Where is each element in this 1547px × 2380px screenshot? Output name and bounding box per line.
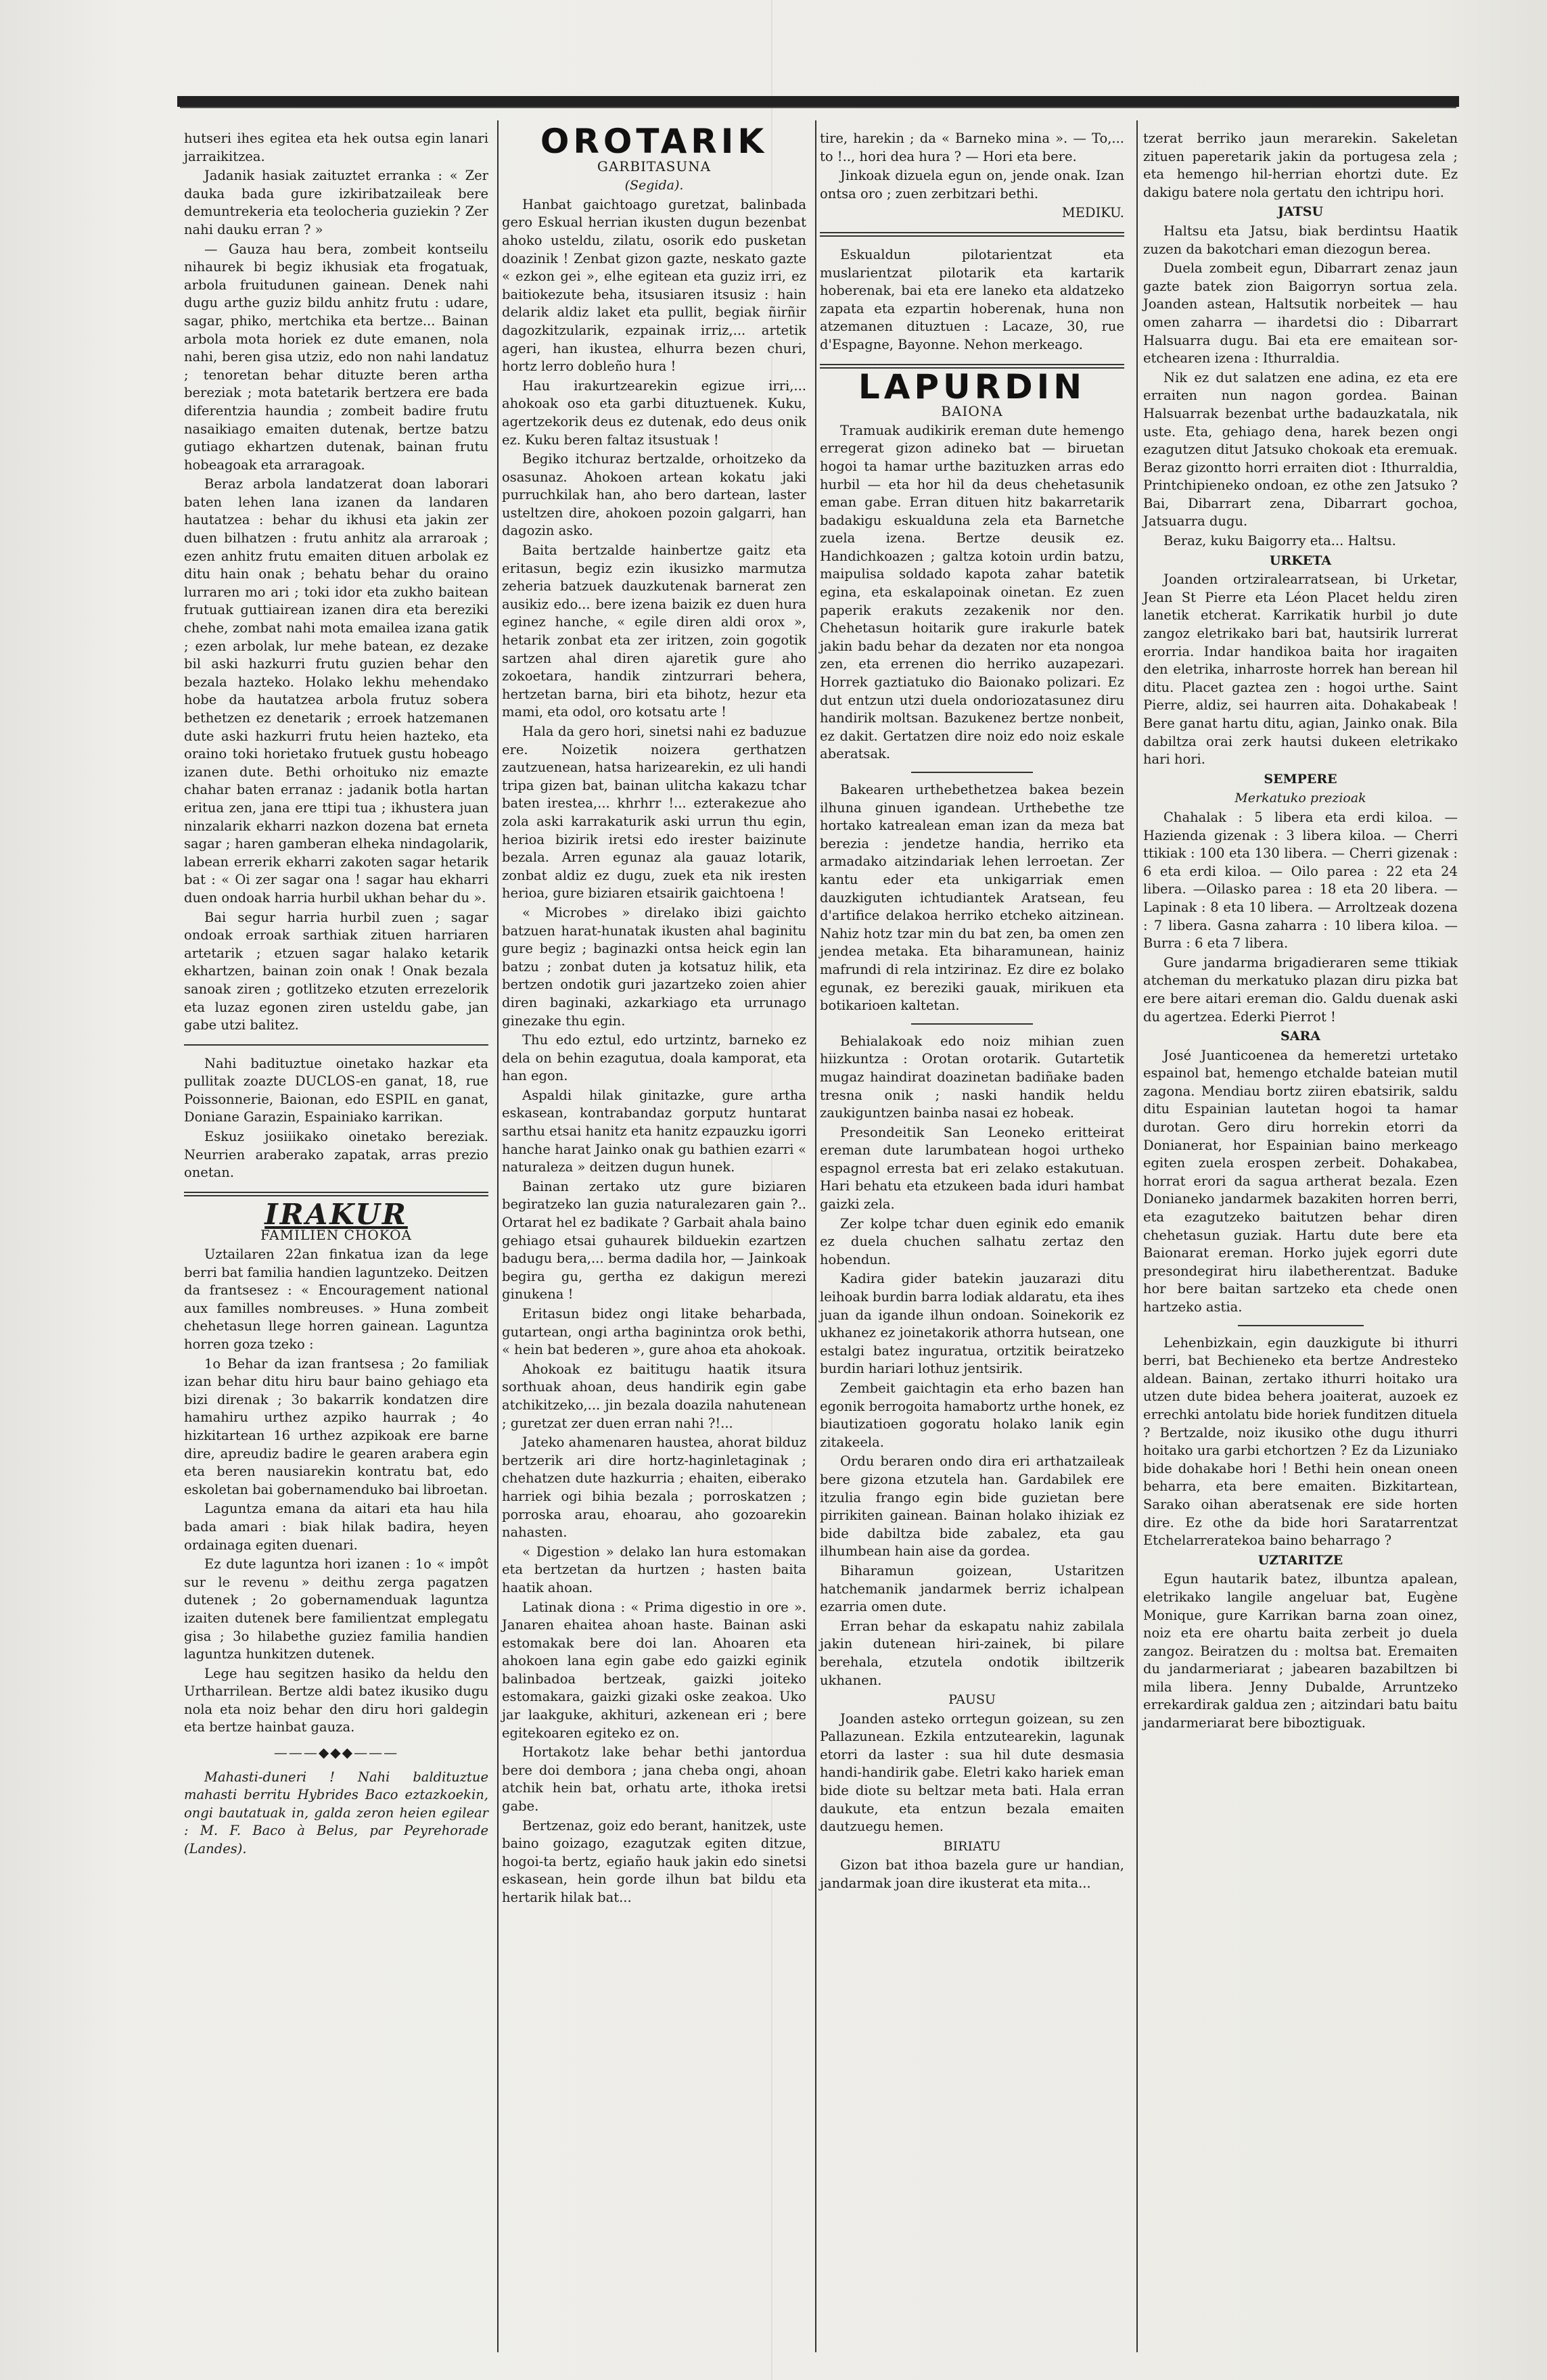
article-paragraph: Gure jandarma brigadieraren seme ttikiak atcheman du merkatuko plazan diru pizka bat ere bere aitari ereman dio. Galdu duenak aski du agertzea. Ederki Pierrot !	[1143, 954, 1458, 1025]
article-paragraph: Ez dute laguntza hori izanen : 1o « impôt sur le revenu » deithu zerga pagatzen dutenek ; 2o gobernamenduak laguntza izaiten dutenek bere familientzat emplegatu gisa ; 3o hilabethe guziez familia handien laguntza hunkitzen dutenek.	[184, 1556, 488, 1662]
place-heading: UZTARITZE	[1257, 1552, 1343, 1568]
article-paragraph: Jateko ahamenaren haustea, ahorat bilduz bertzerik ari dire hortz-haginletaginak ; chehatzen dute hazkurria ; ehaiten, eiberako harriek ogi bihia bezala ; porroskatzen ; porroska arau, ehoarau, aho gozoarekin nahasten.	[502, 1434, 806, 1541]
article-paragraph: Hanbat gaichtoago guretzat, balinbada gero Eskual herrian ikusten dugun bezenbat ahoko usteldu, zilatu, osorik edo pusketan doazinik ! Zenbat gizon gazte, neskato gazte « ezkon gei », elhe egitean eta guziz irri, ez baitiokezute beha, itsusiaren itsusiz : hain delarik aldiz laket eta pullit, begiak ñirñir dagozkitzularik, ezpainak irriz,... artetik ageri, han ikustea, elhurra bezen churi, hortz lerro dobleño hura !	[502, 196, 806, 375]
ornament-divider: ———◆◆◆———	[273, 1744, 399, 1761]
article-paragraph: Joanden ortziralearratsean, bi Urketar, Jean St Pierre eta Léon Placet heldu ziren lanetik etcherat. Karrikatik hurbil jo dute zangoz eletrikako bari bat, hautsirik lurrerat erorria. Indar handikoa baita hor iragaiten den eletrika, inharroste horrek han berean hil ditu. Placet gaztea zen : hogoi urthe. Saint Pierre, aldiz, sei haurren aita. Dohakabeak ! Bere ganat hartu ditu, agian, Jainko onak. Bila dabiltza orai zerk hautsi dukeen eletrikako hari hori.	[1143, 571, 1458, 768]
column-2	[502, 122, 806, 1909]
article-paragraph: Bertzenaz, goiz edo berant, hanitzek, uste baino goizago, ezagutzak egiten ditzue, hogoi-ta bertz, egiaño hauk jakin edo sinetsi eskasean, hein gorde ilhun bat bildu eta hertarik hilak bat...	[502, 1817, 806, 1905]
article-paragraph: Zer kolpe tchar duen eginik edo emanik ez duela chuchen salhatu zertaz den hobendun.	[820, 1215, 1124, 1267]
place-heading: SEMPERE	[1264, 771, 1337, 787]
place-heading: SARA	[1280, 1029, 1320, 1044]
article-paragraph: Lehenbizkain, egin dauzkigute bi ithurri berri, bat Bechieneko eta bertze Andresteko aldean. Bainan, zertako ithurri hoitako ura utzen dute bidea behera joaiterat, auzoek ez errechki antolatu bide horiek funditzen dituela ? Bertzalde, noiz ikusiko othe dugu ithurri hoitako ura garbi etchortzen ? Ez da Lizuniako bide dohakabe hori ! Bethi hein onean oneen beharra, eta bere emaiten. Bizkitartean, Sarako oihan aberatsenak ere side horten dire. Ez othe da bide hori Saratarrentzat Etchelarreratekoa baino beharrago ?	[1143, 1334, 1458, 1549]
place-heading: BAIONA	[941, 403, 1003, 420]
column-3	[820, 130, 1124, 1894]
article-paragraph: Zembeit gaichtagin eta erho bazen han egonik berrogoita hamabortz urthe honek, ez biautizatioen gogoratu holako lanik egin zitakeela.	[820, 1380, 1124, 1450]
article-paragraph: Nik ez dut salatzen ene adina, ez eta ere erraiten nun nagon gordea. Bainan Halsuarrak bezenbat urthe badauzkatala, nik uste. Eta, gehiago dena, harek bezen ongi ezagutzen ditut Jatsuko chokoak eta eremuak. Beraz gizontto horri erraiten diot : Ithurraldia, Printchipieneko ondoan, ez othe zen Jatsuko ? Bai, Dibarrart zena, Dibarrart gochoa, Jatsuarra dugu.	[1143, 369, 1458, 530]
advert-paragraph: Eskuz josiiikako oinetako bereziak. Neurrien araberako zapatak, arras prezio onetan.	[184, 1129, 488, 1181]
section-subtitle: FAMILIEN CHOKOA	[260, 1227, 412, 1244]
column-rule	[1136, 120, 1138, 2352]
advert-paragraph: Mahasti-duneri ! Nahi baldituztue mahasti berritu Hybrides Baco eztazkoekin, ongi bautatuak in, galda zeron heien egilear : M. F. Baco à Belus, par Peyrehorade (Landes).	[184, 1769, 488, 1857]
article-paragraph: Egun hautarik batez, ilbuntza apalean, eletrikako langile angeluar bat, Eugène Monique, gure Karrikan barna zoan oinez, noiz eta ere ohartu baita zerbeit jo duela zangoz. Beiratzen du : moltsa bat. Eremaiten du jandarmeriarat ; jabearen bazabiltzen bi mila libera. Jenny Dubalde, Arruntzeko errekardirak galdua zen ; aitzindari batu baitu jandarmeriarat bere biboztiguak.	[1143, 1571, 1458, 1731]
article-paragraph: Haltsu eta Jatsu, biak berdintsu Haatik zuzen da bakotchari eman diezogun berea.	[1143, 223, 1458, 257]
article-paragraph: Hala da gero hori, sinetsi nahi ez baduzue ere. Noizetik noizera gerthatzen zautzuenean, hatsa harizearekin, ez uli handi tripa gizen bat, bainan ulitcha kakazu tchar baten irestea,... khrhrr !... ezterakezue aho zola aski karrakaturik aski urrun thu egin, herioa bizirik iretsi edo irester baizinute bezala. Arren egunaz ala gauaz lotarik, zonbat aldiz ez dugu, zuek eta nik iresten herioa, gure biziaren etsairik gaichtoena !	[502, 724, 806, 902]
article-title: GARBITASUNA	[597, 158, 712, 174]
place-heading: JATSU	[1277, 204, 1324, 220]
place-heading: PAUSU	[948, 1692, 996, 1708]
article-paragraph: Laguntza emana da aitari eta hau hila bada amari : biak hilak badira, heyen ordainaga egiten duenari.	[184, 1501, 488, 1553]
article-signature: MEDIKU.	[1061, 205, 1124, 221]
article-paragraph: Uztailaren 22an finkatua izan da lege berri bat familia handien laguntzeko. Deitzen da frantsesez : « Encouragement national aux familles nombreuses. » Huna zombeit chehetasun llege horren gainean. Laguntza horren goza tzeko :	[184, 1246, 488, 1352]
article-paragraph: tzerat berriko jaun merarekin. Sakeletan zituen paperetarik jakin da portugesa zela ; eta hemengo hil-herrian ehortzi dute. Ez dakigu batere nola gertatu den ichtripu hori.	[1143, 131, 1458, 200]
price-list-title: Merkatuko prezioak	[1234, 791, 1366, 806]
article-paragraph: Behialakoak edo noiz mihian zuen hiizkuntza : Orotan orotarik. Gutartetik mugaz haindirat doazinetan badiñake baden tresna onik ; naski handik heldu zaukiguntzen bainba nasai ez hobeak.	[820, 1033, 1124, 1121]
divider	[184, 1044, 488, 1046]
article-paragraph: tire, harekin ; da « Barneko mina ». — To,... to !.., hori dea hura ? — Hori eta bere.	[820, 131, 1124, 164]
article-paragraph: Duela zombeit egun, Dibarrart zenaz jaun gazte batek zion Baigorryn sortua zela. Joanden astean, Haltsutik norbeitek — hau omen zaharra — ihardetsi dio : Dibarrart Halsuarra dugu. Bai eta ere emaitean sor-etchearen izena : Ithurraldia.	[1143, 260, 1458, 367]
article-paragraph: Hortakotz lake behar bethi jantordua bere doi dembora ; jana cheba ongi, ahoan atchik hein bat, orhatu arte, ithoka iretsi gabe.	[502, 1744, 806, 1815]
article-paragraph: Bakearen urthebethetzea bakea bezein ilhuna ginuen igandean. Urthebethe tze hortako katrealean eman izan da meza bat berezia : jendetze handia, herriko eta armadako aitzindariak lehen lerroetan. Zer kantu eder eta unkigarriak emen dauzkiguten ichtudiantek Aratsean, feu d'artifice delakoa herriko etcheko aitzinean. Nahiz hotz tzar min du bat zen, ba omen zen jendea metaka. Eta biharamunean, hainiz mafrundi di rela intzirinaz. Ez dire ez bolako egunak, ez bereziki gauak, mirikuen eta botikarioen kaltetan.	[820, 782, 1124, 1014]
column-rule	[497, 120, 499, 2352]
article-paragraph: hutseri ihes egitea eta hek outsa egin lanari jarraikitzea.	[184, 131, 488, 164]
article-paragraph: Presondeitik San Leoneko eritteirat ereman dute larumbatean hogoi urtheko espagnol erresta bat eri zelako estakutuan. Hari behatu eta etzukeen bada iduri hambat gaizki zela.	[820, 1124, 1124, 1213]
article-paragraph: 1o Behar da izan frantsesa ; 2o familiak izan behar ditu hiru baur baino gehiago eta bizi direnak ; 3o bakarrik kondatzen dire hamahiru urthez azpiko haurrak ; 4o hizkitartean 16 urthez azpikoak ere barne dire, apreudiz badire le gearen arabera egin eta beren nausiarekin kontratu bat, edo eskoletan bai gobernamenduko bai libroetan.	[184, 1355, 488, 1497]
article-paragraph: Hau irakurtzearekin egizue irri,... ahokoak oso eta garbi dituztuenek. Kuku, agertzekorik deus ez dutenak, edo deus onik ez. Kuku beren faltaz itsustuak !	[502, 377, 806, 448]
article-paragraph: Kadira gider batekin jauzarazi ditu leihoak burdin barra lodiak aldaratu, eta ihes juan da igande ilhun ondoan. Soinekorik ez ukhanez ez joinetakorik athorra hutsean, one estalgi batez inguratua, ortzitik beiratzeko burdin hariari lothuz jentsirik.	[820, 1271, 1124, 1377]
column-rule	[815, 120, 816, 2352]
article-paragraph: Gizon bat ithoa bazela gure ur handian, jandarmak joan dire ikusterat eta mita...	[820, 1857, 1124, 1892]
article-paragraph: Ordu beraren ondo dira eri arthatzaileak bere gizona etzutela han. Gardabilek ere itzulia frango egin bide guzietan bere pirrikiten gainean. Bainan holako ihiziak ez bide dabiltza bide zabalez, eta gau ilhumbean hain aise da gordea.	[820, 1453, 1124, 1560]
article-paragraph: « Digestion » delako lan hura estomakan eta bertzetan da hurtzen ; hasten baita haatik ahoan.	[502, 1543, 806, 1595]
article-paragraph: Jinkoak dizuela egun on, jende onak. Izan ontsa oro ; zuen zerbitzari bethi.	[820, 168, 1124, 202]
column-1	[184, 130, 488, 1860]
article-paragraph: Erran behar da eskapatu nahiz zabilala jakin dutenean hiri-zainek, bi pilare berehala, etzutela ondotik ibiltzerik ukhanen.	[820, 1618, 1124, 1688]
article-paragraph: Joanden asteko orrtegun goizean, su zen Pallazunean. Ezkila entzutearekin, lagunak etorri da laster : sua hil dute desmasia handi-handirik gabe. Eletri kako hariek eman bide diote su beltzar meta bati. Hala erran daukute, eta entzun bezala emaiten dautzuegu hemen.	[820, 1710, 1124, 1835]
article-paragraph: Eritasun bidez ongi litake beharbada, gutartean, ongi artha baginintza orok bethi, « hein bat bederen », gure ahoa eta ahokoak.	[502, 1306, 806, 1358]
place-heading: BIRIATU	[943, 1838, 1001, 1854]
price-list: Chahalak : 5 libera eta erdi kiloa. — Hazienda gizenak : 3 libera kiloa. — Cherri ttikiak : 100 eta 130 libera. — Cherri gizenak : 6 eta erdi kiloa. — Oilo parea : 22 eta 24 libera. —Oilasko parea : 18 eta 20 libera. — Lapinak : 8 eta 10 libera. — Arroltzeak dozena : 7 libera. Gasna zaharra : 10 libera kiloa. — Burra : 6 eta 7 libera.	[1143, 809, 1458, 952]
section-title-irakur: IRAKUR	[264, 1197, 408, 1231]
double-divider	[820, 232, 1124, 237]
article-paragraph: Bai segur harria hurbil zuen ; sagar ondoak erroak sarthiak zituen harriaren artetarik ; etzuen sagar halako ketarik ekhartzen, bainan zoin onak ! Onak bezala sanoak ziren ; gotlitzeko etzuten errezelorik eta luzaz egonen ziren usteldu gabe, jan gabe utzi balitez.	[184, 909, 488, 1033]
article-paragraph: Begiko itchuraz bertzalde, orhoitzeko da osasunaz. Ahokoen artean kokatu jaki purruchkilak han, aho bero dartean, laster usteltzen dire, ahokoen pozoin galgarri, han dagozin asko.	[502, 451, 806, 539]
article-paragraph: Tramuak audikirik ereman dute hemengo erregerat gizon adineko bat — biruetan hogoi ta hamar urthe bazituzken arras edo hurbil — eta hor hil da deus chehetasunik eman gabe. Erran dituen hitz bakarretarik badakigu eskualduna zela eta Barnetche zuela izena. Bertze deusik ez. Handichkoazen ; galtza kotoin urdin batzu, maipulisa soldado kapota zahar batetik egina, eta eskalapoinak oinetan. Ez zuen paperik erakuts zezakenik nor den. Chehetasun hoitarik gure irakurle batek jakin badu behar da dezaten nor eta nongoa zen, eta errenen dio herriko auzapezari. Horrek gaztiatuko dio Baionako polizari. Ez dut entzun utzi duela ondoriozatasunez diru handirik moltsan. Bazukenez bertze nonbeit, ez dakit. Gertatzen dire noiz edo noiz eskale aberatsak.	[820, 422, 1124, 762]
article-paragraph: — Gauza hau bera, zombeit kontseilu nihaurek bi begiz ikhusiak eta frogatuak, arbola fruitudunen gainean. Denek nahi dugu arthe guziz bildu anhitz frutu : udare, sagar, phiko, mertchika eta bertze... Bainan arbola mota horiek ez dute emanen, nola nahi, beren gisa utziz, edo non nahi landatuz ; tenoretan behar dituzte beren artha bereziak ; mota batetarik bertzera ere bada diferentzia haundia ; zombeit badire frutu nasaikiago emaiten dutenak, bertze batzu gutiago ekhartzen dutenak, bainan frutu hobeagoak eta arraragoak.	[184, 241, 488, 473]
article-paragraph: Latinak diona : « Prima digestio in ore ». Janaren ehaitea ahoan haste. Bainan aski estomakak bere doi lan. Ahoaren eta ahokoen lana egin gabe edo gaizki eginik balinbadoa bertzeak, gaizki joiteko estomakara, gaizki gizaki oske zeakoa. Uko jar laakguke, akhituri, azkenean eri ; bere egitekoaren egiteko ez on.	[502, 1599, 806, 1741]
double-divider	[184, 1192, 488, 1196]
column-4	[1143, 130, 1458, 1734]
article-paragraph: Jadanik hasiak zaituztet erranka : « Zer dauka bada gure izkiribatzaileak bere demuntrekeria eta teolocheria guziekin ? Zer nahi dauku erran ? »	[184, 168, 488, 237]
section-title-orotarik: OROTARIK	[540, 122, 768, 161]
article-paragraph: Lege hau segitzen hasiko da heldu den Urtharrilean. Bertze aldi batez ikusiko dugu nola eta noiz behar den diru hori galdegin eta bertze hainbat gauza.	[184, 1665, 488, 1735]
article-paragraph: Baita bertzalde hainbertze gaitz eta eritasun, begiz ezin ikusizko marmutza zeheria batzuek dauzkutenak barnerat zen ausikiz edo... bere izena baizik ez duen hura eginez hanche, « egile diren aldi orox », hetarik zonbat eta zer iritzen, zoin gogotik sartzen ahal diren ajaretik gure aho zokoetara, handik zintzurrari behera, hertzetan barna, biri eta bihotz, hezur eta mami, eta odol, oro kotsatu arte !	[502, 542, 806, 720]
article-paragraph: Ahokoak ez baititugu haatik itsura sorthuak ahoan, deus handirik egin gabe atchikitzeko,... jin bezala doazila nahutenean ; guretzat zer duen erran nahi ?!...	[502, 1361, 806, 1431]
place-heading: URKETA	[1269, 553, 1332, 568]
article-paragraph: Beraz, kuku Baigorry eta... Haltsu.	[1163, 533, 1396, 549]
article-paragraph: Aspaldi hilak ginitazke, gure artha eskasean, kontrabandaz gorputz huntarat sarthu etsai hanitz eta hanitz ezpauzku igorri hanche harat Jainko onak gu bathien ezarri « naturaleza » deitzen dugun hunek.	[502, 1087, 806, 1175]
advert-paragraph: Nahi badituztue oinetako hazkar eta pullitak zoazte DUCLOS-en ganat, 18, rue Poissonnerie, Baionan, edo ESPIL en ganat, Doniane Garazin, Espainiako karrikan.	[184, 1055, 488, 1125]
top-rule	[177, 96, 1459, 107]
article-paragraph: Biharamun goizean, Ustaritzen hatchemanik jandarmek berriz ichalpean ezarria omen dute.	[820, 1562, 1124, 1615]
section-title-lapurdin: LAPURDIN	[858, 367, 1086, 406]
article-paragraph: Thu edo eztul, edo urtzintz, barneko ez dela on behin ezagutua, doala kamporat, eta han egon.	[502, 1032, 806, 1084]
short-divider	[1238, 1325, 1364, 1326]
short-divider	[911, 772, 1033, 773]
article-paragraph: Bainan zertako utz gure biziaren begiratzeko lan guzia naturalezaren gain ?.. Ortarat hel ez badikate ? Garbait ahala baino gehiago etsai guhaurek bilduekin ezartzen badugu bera,... berma dadila hor, — Jainkoak begira gu, gertha ez dakigun merezi ginukena !	[502, 1178, 806, 1303]
article-paragraph: « Microbes » direlako ibizi gaichto batzuen harat-hunatak ikusten ahal baginitu gure begiz ; baginazki ontsa heick egin lan batzu ; zonbat duten ja kotsatuz hilik, eta bertzen ondotik guri jazartzeko zoien ahier diren baginaki, azkarkiago eta urrunago ginezake thu egin.	[502, 904, 806, 1029]
article-subtitle: (Segida).	[624, 178, 684, 193]
advert-paragraph: Eskualdun pilotarientzat eta muslarientzat pilotarik eta kartarik hoberenak, bai eta ere laneko eta aldatzeko zapata eta ezpartin hoberenak, huna non atzemanen dituztuen : Lacaze, 30, rue d'Espagne, Bayonne. Nehon merkeago.	[820, 246, 1124, 352]
article-paragraph: Beraz arbola landatzerat doan laborari baten lehen lana izanen da landaren hautatzea : behar du ikhusi eta jakin zer duen bilhatzen : frutu anhitz ala arraroak ; ezen anhitz frutu emaiten dituen arbolak ez ditu hain onak ; behatu behar du oraino lurraren mo ari ; toki idor eta zukho baitean frutuak guttiairean izanen dira eta bereziki chehe, zombat nahi mota emailea izana gatik ; ezen arbolak, lur mehe batean, ez dezake bil aski hazkurri frutu guzien behar den bezala hazteko. Holako lekhu mehendako hobe da hautatzea arbola frutuz sobera bethetzen ez denetarik ; erroek hatzemanen dute aski hazkurri frutu heien hazteko, eta oraino toki horietako frutuek gustu hobeago izanen dute. Bethi orhoituko niz emazte chahar baten erranaz : jadanik botla hartan eritua zen, jana ere ttipi tua ; ikhustera juan ninzalarik ekharri nazkon dozena bat erneta sagar ; haren gamberan elheka nindagolarik, labean errerik ekharri zakoten sagar hetarik bat : « Oi zer sagar ona ! sagar hau ekharri duen ondoak harria hurbil ukhan behar du ».	[184, 476, 488, 906]
short-divider	[911, 1023, 1033, 1025]
article-paragraph: José Juanticoenea da hemeretzi urtetako espainol bat, hemengo etchalde bateian mutil zagona. Mendiau bortz ziiren ebatsirik, saldu ditu Espainian lautetan hogoi ta hamar durotan. Gero diru horrekin etorri da Donianerat, hor Espainian baino merkeago egiten zuela erospen zerbeit. Dohakabea, horrat erori da sagua artherat bezala. Ezen Donianeko jandarmek bazakiten horren berri, eta ezagutzeko baitutzen behar diren chehetasun guziak. Hartu dute bere eta Baionarat ereman. Horko jujek egorri dute presondegirat hiru ilabetherentzat. Baduke hor bere baitan sartzeko eta chede onen hartzeko astia.	[1143, 1047, 1458, 1315]
